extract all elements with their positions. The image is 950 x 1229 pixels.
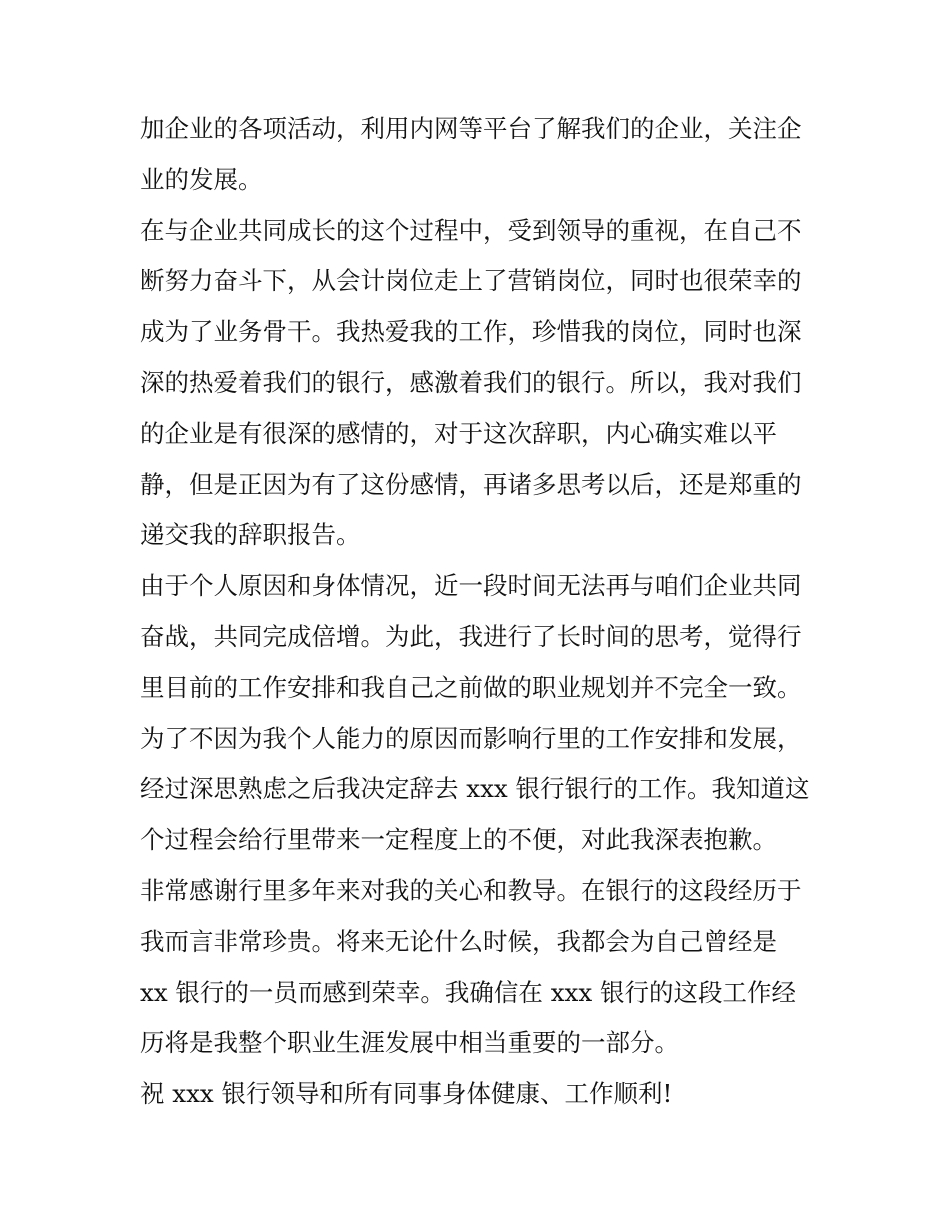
text-line: 非常感谢行里多年来对我的关心和教导。在银行的这段经历于 [140,875,802,905]
text-line: 静，但是正因为有了这份感情，再诸多思考以后，还是郑重的 [140,469,802,499]
text-line: 由于个人原因和身体情况，近一段时间无法再与咱们企业共同 [140,571,802,601]
letter-body [140,104,820,1120]
text-line: 的企业是有很深的感情的，对于这次辞职，内心确实难以平 [140,418,777,448]
text-line: 断努力奋斗下，从会计岗位走上了营销岗位，同时也很荣幸的 [140,266,802,296]
text-line: 祝 xxx 银行领导和所有同事身体健康、工作顺利! [140,1079,673,1109]
text-line: 里目前的工作安排和我自己之前做的职业规划并不完全一致。 [140,672,802,702]
text-line: 历将是我整个职业生涯发展中相当重要的一部分。 [140,1028,679,1058]
text-line: 我而言非常珍贵。将来无论什么时候，我都会为自己曾经是 [140,926,777,956]
text-line: xx 银行的一员而感到荣幸。我确信在 xxx 银行的这段工作经 [140,977,796,1007]
text-line: 为了不因为我个人能力的原因而影响行里的工作安排和发展， [140,723,802,753]
text-line: 业的发展。 [140,164,263,194]
text-line: 在与企业共同成长的这个过程中，受到领导的重视，在自己不 [140,215,802,245]
text-line: 加企业的各项活动，利用内网等平台了解我们的企业，关注企 [140,114,802,143]
text-line: 经过深思熟虑之后我决定辞去 xxx 银行银行的工作。我知道这 [140,774,810,804]
text-line: 个过程会给行里带来一定程度上的不便，对此我深表抱歉。 [140,825,777,855]
text-line: 成为了业务骨干。我热爱我的工作，珍惜我的岗位，同时也深 [140,317,802,347]
text-line: 深的热爱着我们的银行，感激着我们的银行。所以，我对我们 [140,367,802,397]
text-line: 奋战，共同完成倍增。为此，我进行了长时间的思考，觉得行 [140,621,802,651]
text-line: 递交我的辞职报告。 [140,520,361,550]
